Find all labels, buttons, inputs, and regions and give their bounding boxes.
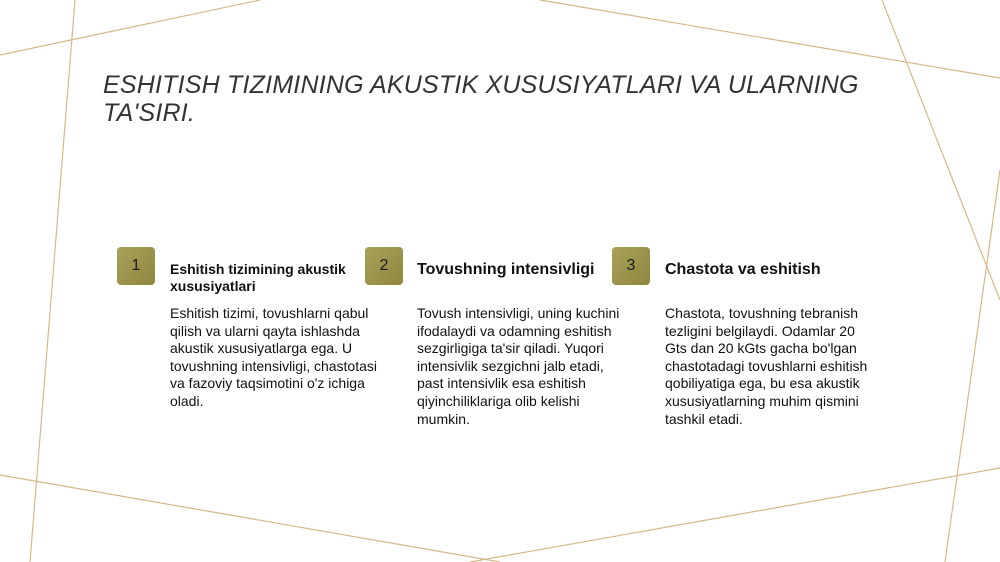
- column-body-1: Eshitish tizimi, tovushlarni qabul qilish va ularni qayta ishlashda akustik xususiyatlarga ega. U tovushning intensivligi, chastotasi va fazoviy taqsimotini o'z ichiga oladi.: [170, 305, 378, 409]
- step-number-badge-2: 2: [365, 247, 403, 285]
- step-number-badge-3: 3: [612, 247, 650, 285]
- column-body-3: Chastota, tovushning tebranish tezligini belgilaydi. Odamlar 20 Gts dan 20 kGts gacha bo'lgan chastotadagi tovushlarni eshitish qobiliyatiga ega, bu esa akustik xususiyatlarning muhim qismini tashkil etadi.: [665, 305, 868, 427]
- column-body-2: Tovush intensivligi, uning kuchini ifodalaydi va odamning eshitish sezgirligiga ta'sir qiladi. Yuqori intensivlik sezgichni jalb etadi, past intensivlik esa eshitish qiyinchiliklariga olib kelishi mumkin.: [417, 305, 620, 427]
- step-number-badge-1: 1: [117, 247, 155, 285]
- column-heading-1: Eshitish tizimining akustik xususiyatlari: [170, 261, 346, 294]
- column-heading-2: Tovushning intensivligi: [417, 261, 595, 278]
- column-heading-3: Chastota va eshitish: [665, 261, 821, 278]
- slide-title: ESHITISH TIZIMINING AKUSTIK XUSUSIYATLARI VA ULARNING TA'SIRI.: [103, 71, 859, 127]
